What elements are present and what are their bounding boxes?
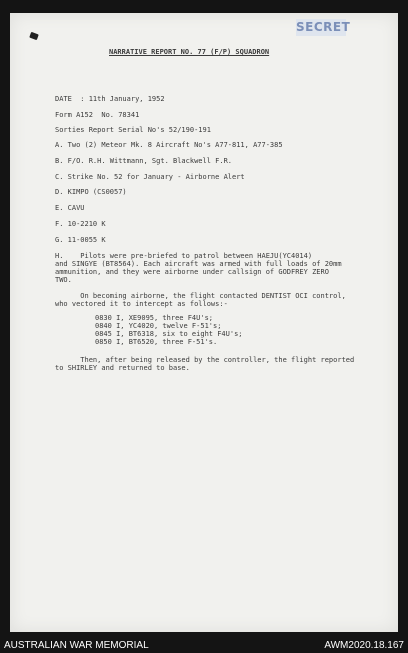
intercept-entry: 0845 I, BT6318, six to eight F4U's; — [95, 330, 243, 338]
sorties-serial: Sorties Report Serial No's 52/190-191 — [55, 126, 211, 134]
intercept-entry: 0830 I, XE9095, three F4U's; — [95, 314, 214, 322]
intercept-entry: 0850 I, BT6520, three F-51's. — [95, 338, 218, 346]
item-e: E. CAVU — [55, 204, 85, 212]
item-a: A. Two (2) Meteor Mk. 8 Aircraft No's A77-811, A77-385 — [55, 141, 283, 149]
paragraph-line: TWO. — [55, 276, 72, 284]
paragraph-line: On becoming airborne, the flight contacted DENTIST OCI control, — [55, 292, 346, 300]
paragraph-line: who vectored it to intercept as follows:- — [55, 300, 228, 308]
secret-stamp: SECRET — [296, 20, 351, 34]
item-c: C. Strike No. 52 for January - Airborne Alert — [55, 173, 245, 181]
item-f: F. 10-2210 K — [55, 220, 106, 228]
footer-accession-number: AWM2020.18.167 — [324, 640, 404, 651]
paragraph-line: and SINGYE (BT8564). Each aircraft was armed with full loads of 20mm — [55, 260, 342, 268]
report-title: NARRATIVE REPORT NO. 77 (F/P) SQUADRON — [109, 48, 270, 56]
intercept-entry: 0840 I, YC4020, twelve F-51's; — [95, 322, 222, 330]
paragraph-line: Then, after being released by the controller, the flight reported — [55, 356, 355, 364]
footer-institution: AUSTRALIAN WAR MEMORIAL — [4, 640, 149, 651]
item-b: B. F/O. R.H. Wittmann, Sgt. Blackwell F.R. — [55, 157, 233, 165]
item-g: G. 11-0055 K — [55, 236, 106, 244]
item-d: D. KIMPO (CS0057) — [55, 188, 127, 196]
paragraph-line: to SHIRLEY and returned to base. — [55, 364, 190, 372]
form-number: Form A152 No. 78341 — [55, 111, 140, 119]
paragraph-line: ammunition, and they were airborne under callsign of GODFREY ZERO — [55, 268, 329, 276]
paragraph-line: H. Pilots were pre-briefed to patrol between HAEJU(YC4014) — [55, 252, 313, 260]
report-date: DATE : 11th January, 1952 — [55, 95, 165, 103]
